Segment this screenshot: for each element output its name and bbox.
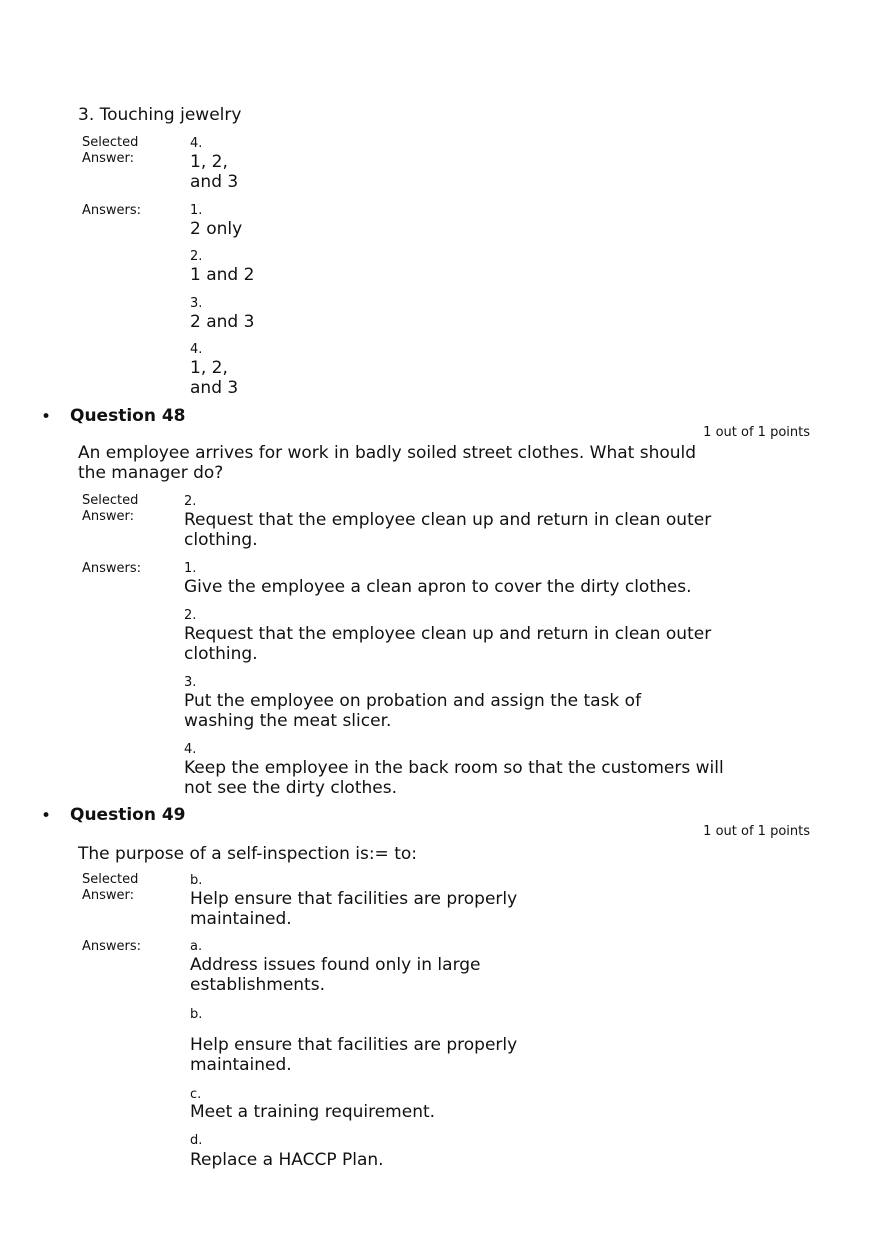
answer-option-text: Meet a training requirement. xyxy=(190,1102,436,1122)
answer-option-number: a. xyxy=(190,939,203,954)
answer-option-number: b. xyxy=(190,1007,203,1022)
answer-option-number: 4. xyxy=(184,742,197,757)
answer-option-text: Put the employee on probation and assign the task of washing the meat slicer. xyxy=(184,691,642,731)
answer-option-text: Help ensure that facilities are properly maintained. xyxy=(190,1035,518,1075)
answer-option-text: Keep the employee in the back room so that the customers will not see the dirty clothes. xyxy=(184,758,724,798)
answer-option-text: 1, 2, and 3 xyxy=(190,358,239,398)
answer-option-number: d. xyxy=(190,1133,203,1148)
selected-answer-number: b. xyxy=(190,873,203,888)
answer-option-number: 3. xyxy=(190,296,203,311)
answers-label: Answers: xyxy=(82,939,142,954)
answer-option-text: Request that the employee clean up and return in clean outer clothing. xyxy=(184,624,712,664)
answer-option-text: 1 and 2 xyxy=(190,265,255,285)
answer-option-number: 2. xyxy=(184,608,197,623)
points-score: 1 out of 1 points xyxy=(703,824,810,839)
answer-option-text: 2 and 3 xyxy=(190,312,255,332)
question-title: Question 48 xyxy=(70,406,186,426)
answer-option-text: Give the employee a clean apron to cover the dirty clothes. xyxy=(184,577,692,597)
question-prompt: The purpose of a self-inspection is:= to: xyxy=(78,844,417,864)
selected-answer-number: 4. xyxy=(190,136,203,151)
question-title: Question 49 xyxy=(70,805,186,825)
selected-answer-label: Selected Answer: xyxy=(82,135,139,166)
selected-answer-text: 1, 2, and 3 xyxy=(190,152,239,192)
answer-option-number: 2. xyxy=(190,249,203,264)
answer-option-number: c. xyxy=(190,1087,202,1102)
bullet: • xyxy=(41,407,52,427)
selected-answer-text: Request that the employee clean up and return in clean outer clothing. xyxy=(184,510,712,550)
answer-option-number: 1. xyxy=(190,203,203,218)
answer-option-number: 4. xyxy=(190,342,203,357)
bullet: • xyxy=(41,806,52,826)
answer-option-text: Replace a HACCP Plan. xyxy=(190,1150,384,1170)
answer-option-text: Address issues found only in large establishments. xyxy=(190,955,481,995)
answer-option-text: 2 only xyxy=(190,219,243,239)
answer-option-number: 3. xyxy=(184,675,197,690)
answers-label: Answers: xyxy=(82,561,142,576)
list-item-touching-jewelry: 3. Touching jewelry xyxy=(78,105,242,125)
selected-answer-label: Selected Answer: xyxy=(82,493,139,524)
answer-option-number: 1. xyxy=(184,561,197,576)
selected-answer-label: Selected Answer: xyxy=(82,872,139,903)
answers-label: Answers: xyxy=(82,203,142,218)
points-score: 1 out of 1 points xyxy=(703,425,810,440)
question-prompt: An employee arrives for work in badly soiled street clothes. What should the manager do? xyxy=(78,443,697,483)
selected-answer-number: 2. xyxy=(184,494,197,509)
selected-answer-text: Help ensure that facilities are properly maintained. xyxy=(190,889,518,929)
